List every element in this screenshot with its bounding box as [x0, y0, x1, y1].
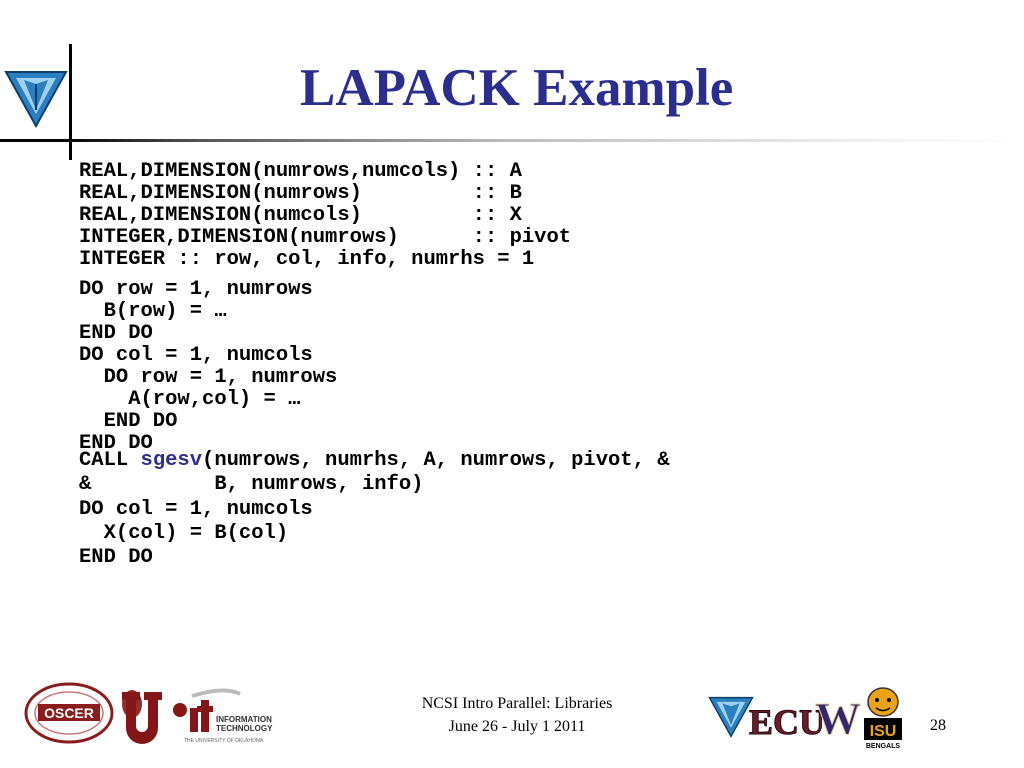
- code-line: [79, 450, 670, 472]
- code-line: REAL,DIMENSION(numrows) :: B: [79, 182, 522, 205]
- code-line: DO col = 1, numcols: [79, 344, 313, 367]
- code-line: A(row,col) = …: [79, 388, 301, 411]
- call-args: (numrows, numrhs, A, numrows, pivot, &: [202, 449, 670, 472]
- ou-logo-icon: [118, 686, 166, 748]
- uw-text: W: [815, 693, 861, 744]
- slide-title: LAPACK Example: [300, 59, 734, 117]
- code-final-loop: [79, 498, 313, 570]
- page-number: 28: [930, 717, 946, 734]
- code-continuation: [79, 474, 423, 496]
- code-line: DO row = 1, numrows: [79, 366, 338, 389]
- it-text-line3: THE UNIVERSITY OF OKLAHOMA: [184, 738, 264, 744]
- oscer-logo-icon: [24, 682, 114, 744]
- code-line: & B, numrows, info): [79, 473, 424, 496]
- code-line: B(row) = …: [79, 300, 227, 323]
- ou-it-logo-icon: [170, 686, 288, 746]
- code-call: [79, 450, 670, 472]
- code-line: X(col) = B(col): [79, 522, 289, 545]
- title-horizontal-rule: [0, 139, 1024, 142]
- uw-logo-icon: [812, 693, 864, 744]
- code-line: INTEGER,DIMENSION(numrows) :: pivot: [79, 226, 572, 249]
- title-vertical-rule: [69, 44, 72, 160]
- code-line: END DO: [79, 410, 178, 433]
- isu-text: ISU: [869, 723, 897, 740]
- oscer-text: OSCER: [44, 705, 94, 721]
- code-line: DO col = 1, numcols: [79, 498, 313, 521]
- code-line: END DO: [79, 322, 153, 345]
- code-loops: [79, 279, 337, 455]
- ecu-logo-icon: [748, 694, 826, 744]
- ncsi-small-logo-icon: [708, 696, 754, 738]
- call-prefix: CALL: [79, 449, 141, 472]
- code-line: DO row = 1, numrows: [79, 278, 313, 301]
- ncsi-logo-icon: [4, 70, 68, 128]
- code-line: REAL,DIMENSION(numcols) :: X: [79, 204, 522, 227]
- code-line: INTEGER :: row, col, info, numrhs = 1: [79, 248, 535, 271]
- bengals-text: BENGALS: [865, 743, 901, 750]
- code-line: END DO: [79, 546, 153, 569]
- isu-bengals-logo-icon: [862, 686, 904, 750]
- it-text-line1: INFORMATION: [216, 715, 272, 724]
- it-text-line2: TECHNOLOGY: [216, 724, 273, 733]
- ecu-text: ECU: [748, 702, 826, 742]
- footer-line1: NCSI Intro Parallel: Libraries: [421, 695, 613, 712]
- slide-footer: [352, 692, 682, 738]
- sgesv-function: sgesv: [140, 449, 203, 472]
- footer-line2: June 26 - July 1 2011: [448, 718, 586, 735]
- code-declarations: [79, 161, 571, 271]
- code-line: REAL,DIMENSION(numrows,numcols) :: A: [79, 160, 522, 183]
- code-line: END DO: [79, 432, 153, 455]
